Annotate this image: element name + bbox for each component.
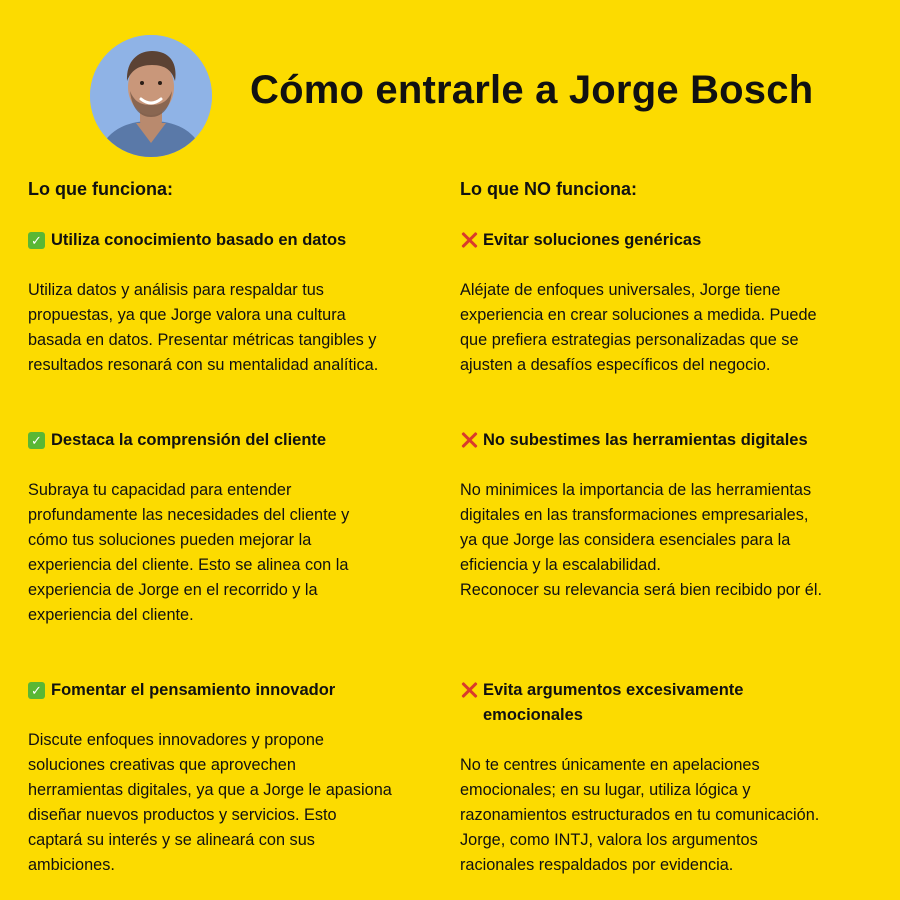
works-item-title: Utiliza conocimiento basado en datos <box>51 231 347 249</box>
works-item <box>28 428 438 628</box>
not-works-item-title: Evitar soluciones genéricas <box>483 231 702 249</box>
check-icon: ✓ <box>28 682 45 699</box>
not-works-column <box>460 176 870 874</box>
works-item-body: Subraya tu capacidad para entender profundamente las necesidades del cliente y cómo tus soluciones pueden mejorar la experiencia del cliente. Esto se alinea con la experiencia de Jorge en el recorrido y la experiencia del cliente. <box>28 481 350 624</box>
works-item-body: Utiliza datos y análisis para respaldar tus propuestas, ya que Jorge valora una cultura basada en datos. Presentar métricas tangibles y resultados resonará con su mentalidad analítica. <box>28 281 379 374</box>
works-item-title: Destaca la comprensión del cliente <box>51 431 327 449</box>
check-icon: ✓ <box>28 432 45 449</box>
not-works-item-body: No te centres únicamente en apelaciones emocionales; en su lugar, utiliza lógica y razonamientos estructurados en tu comunicación. Jorge, como INTJ, valora los argumentos racionales respaldados por evidencia. <box>460 756 820 874</box>
not-works-heading: Lo que NO funciona: <box>460 179 637 199</box>
not-works-item-title: No subestimes las herramientas digitales <box>483 431 808 449</box>
works-item <box>28 678 438 878</box>
cross-icon <box>460 681 478 699</box>
not-works-item-title: Evita argumentos excesivamente emocionales <box>483 681 744 724</box>
works-heading: Lo que funciona: <box>28 179 173 199</box>
works-item-body: Discute enfoques innovadores y propone soluciones creativas que aprovechen herramientas digitales, ya que a Jorge le apasiona diseñar nuevos productos y servicios. Esto captará su interés y se alineará con sus ambiciones. <box>28 731 392 874</box>
works-column <box>28 176 438 874</box>
not-works-item <box>460 228 870 378</box>
page-title: Cómo entrarle a Jorge Bosch <box>250 68 814 112</box>
works-item-title: Fomentar el pensamiento innovador <box>51 681 336 699</box>
person-photo-icon <box>90 35 212 157</box>
avatar <box>90 35 212 157</box>
not-works-item <box>460 678 870 878</box>
works-item <box>28 228 438 378</box>
cross-icon <box>460 431 478 449</box>
not-works-item <box>460 428 870 603</box>
not-works-item-body: Aléjate de enfoques universales, Jorge tiene experiencia en crear soluciones a medida. Puede que prefiera estrategias personalizadas que se ajusten a desafíos específicos del negocio. <box>460 281 817 374</box>
not-works-item-body: No minimices la importancia de las herramientas digitales en las transformaciones empresariales, ya que Jorge las considera esenciales para la eficiencia y la escalabilidad. Reconocer su relevancia será bien recibido por él. <box>460 481 823 599</box>
cross-icon <box>460 231 478 249</box>
check-icon: ✓ <box>28 232 45 249</box>
